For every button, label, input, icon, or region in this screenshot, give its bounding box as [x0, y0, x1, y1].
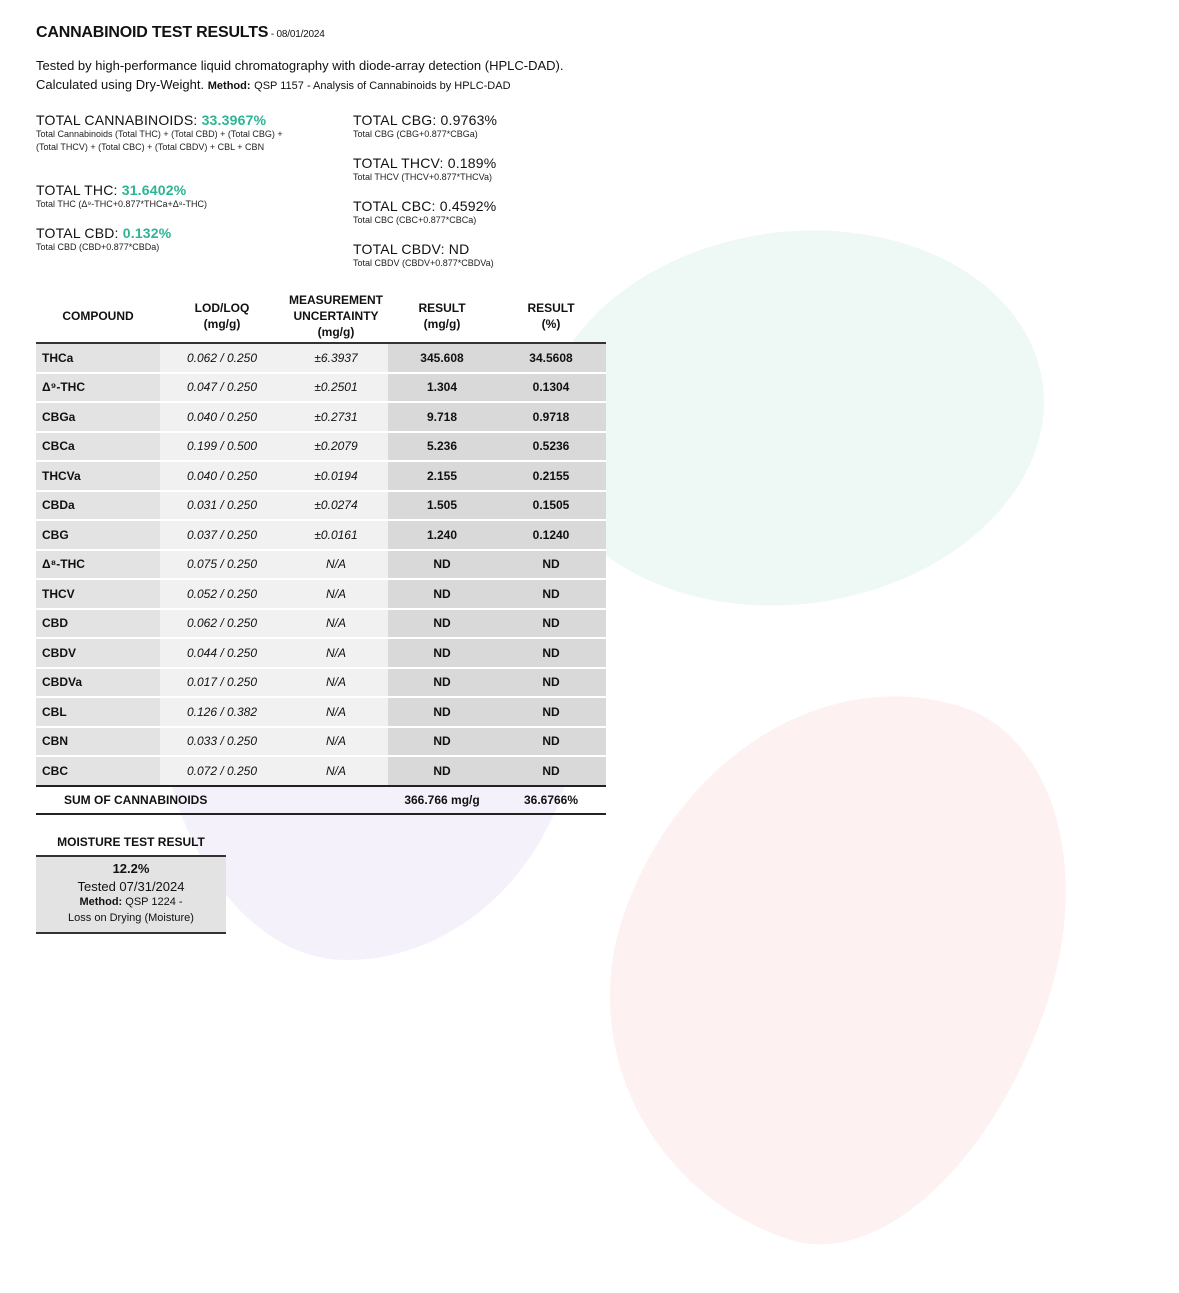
total-label: TOTAL CBC:	[353, 198, 436, 214]
compound-cell: CBD	[36, 609, 160, 639]
result-pct-cell: 0.9718	[496, 402, 606, 432]
sum-row	[36, 786, 606, 814]
uncertainty-cell: N/A	[284, 638, 388, 668]
column-header-lodloq	[160, 290, 284, 343]
total-label: TOTAL THCV:	[353, 155, 444, 171]
table-row	[36, 343, 606, 373]
lodloq-cell: 0.031 / 0.250	[160, 491, 284, 521]
compound-cell: THCa	[36, 343, 160, 373]
moisture-method-label: Method:	[79, 895, 123, 908]
uncertainty-cell: ±0.2731	[284, 402, 388, 432]
lodloq-cell: 0.126 / 0.382	[160, 697, 284, 727]
header-line: RESULT	[418, 301, 466, 315]
result-mg-cell: ND	[388, 697, 496, 727]
test-description	[36, 56, 606, 96]
lodloq-cell: 0.040 / 0.250	[160, 461, 284, 491]
uncertainty-cell: ±0.2079	[284, 432, 388, 462]
total-value: 0.9763%	[440, 112, 498, 128]
table-row	[36, 373, 606, 403]
uncertainty-cell: N/A	[284, 727, 388, 757]
result-mg-cell: 1.304	[388, 373, 496, 403]
result-pct-cell: ND	[496, 550, 606, 580]
header-line: COMPOUND	[62, 309, 134, 323]
result-mg-cell: 2.155	[388, 461, 496, 491]
result-pct-cell: ND	[496, 668, 606, 698]
lodloq-cell: 0.072 / 0.250	[160, 756, 284, 786]
compound-cell: CBGa	[36, 402, 160, 432]
uncertainty-cell: ±0.0194	[284, 461, 388, 491]
table-row	[36, 461, 606, 491]
uncertainty-cell: N/A	[284, 668, 388, 698]
result-pct-cell: 0.1304	[496, 373, 606, 403]
uncertainty-cell: N/A	[284, 579, 388, 609]
moisture-method-line2: Loss on Drying (Moisture)	[68, 911, 194, 924]
method-label: Method:	[207, 80, 251, 92]
result-mg-cell: ND	[388, 668, 496, 698]
result-pct-cell: 0.1505	[496, 491, 606, 521]
moisture-title: MOISTURE TEST RESULT	[36, 835, 226, 857]
lodloq-cell: 0.047 / 0.250	[160, 373, 284, 403]
header-line: UNCERTAINTY	[293, 309, 379, 323]
column-header-result-mg	[388, 290, 496, 343]
result-mg-cell: 345.608	[388, 343, 496, 373]
compound-cell: CBDVa	[36, 668, 160, 698]
result-mg-cell: ND	[388, 579, 496, 609]
lodloq-cell: 0.062 / 0.250	[160, 609, 284, 639]
moisture-method	[36, 894, 226, 910]
report-title-separator: -	[268, 29, 277, 40]
uncertainty-cell: ±6.3937	[284, 343, 388, 373]
header-line: (%)	[541, 317, 561, 331]
result-pct-cell: ND	[496, 756, 606, 786]
uncertainty-cell: N/A	[284, 609, 388, 639]
result-pct-cell: ND	[496, 638, 606, 668]
uncertainty-cell: ±0.0161	[284, 520, 388, 550]
compound-cell: CBDa	[36, 491, 160, 521]
table-row	[36, 550, 606, 580]
result-mg-cell: ND	[388, 609, 496, 639]
lodloq-cell: 0.044 / 0.250	[160, 638, 284, 668]
table-row	[36, 727, 606, 757]
total-thc	[36, 182, 286, 211]
moisture-body	[36, 857, 226, 934]
total-formula: Total Cannabinoids (Total THC) + (Total CBD) + (Total CBG) + (Total THCV) + (Total CBC) + (Total CBDV) + CBL + CBN	[36, 129, 283, 152]
moisture-tested-date: Tested 07/31/2024	[77, 878, 185, 894]
table-row	[36, 520, 606, 550]
sum-label: SUM OF CANNABINOIDS	[36, 786, 388, 814]
moisture-method-text: QSP 1224 -	[125, 895, 183, 908]
report-title-text: CANNABINOID TEST RESULTS	[36, 24, 269, 41]
total-cbc	[353, 198, 613, 227]
lodloq-cell: 0.075 / 0.250	[160, 550, 284, 580]
description-text: Tested by high-performance liquid chromatography with diode-array detection (HPLC-DAD). Calculated using Dry-Weight.	[36, 58, 564, 92]
compound-cell: THCV	[36, 579, 160, 609]
compound-cell: CBN	[36, 727, 160, 757]
column-header-result-pct	[496, 290, 606, 343]
compound-cell: CBCa	[36, 432, 160, 462]
total-formula: Total THCV (THCV+0.877*THCVa)	[353, 172, 492, 182]
table-row	[36, 491, 606, 521]
compound-cell: CBDV	[36, 638, 160, 668]
result-mg-cell: ND	[388, 550, 496, 580]
total-label: TOTAL CBD:	[36, 225, 119, 241]
header-line: (mg/g)	[203, 317, 241, 331]
total-value: 0.132%	[122, 225, 172, 241]
table-row	[36, 756, 606, 786]
uncertainty-cell: N/A	[284, 550, 388, 580]
report-date: 08/01/2024	[276, 29, 325, 40]
result-pct-cell: 0.5236	[496, 432, 606, 462]
total-formula: Total CBG (CBG+0.877*CBGa)	[353, 129, 478, 139]
table-row	[36, 432, 606, 462]
totals-summary	[36, 112, 636, 290]
total-thcv	[353, 155, 613, 184]
total-formula: Total CBDV (CBDV+0.877*CBDVa)	[353, 258, 494, 268]
lodloq-cell: 0.037 / 0.250	[160, 520, 284, 550]
uncertainty-cell: ±0.2501	[284, 373, 388, 403]
total-cbg	[353, 112, 613, 141]
table-row	[36, 668, 606, 698]
moisture-value: 12.2%	[112, 860, 150, 876]
table-body	[36, 343, 606, 786]
header-line: LOD/LOQ	[194, 301, 250, 315]
total-cannabinoids	[36, 112, 286, 154]
lodloq-cell: 0.199 / 0.500	[160, 432, 284, 462]
compound-cell: CBL	[36, 697, 160, 727]
total-formula: Total CBD (CBD+0.877*CBDa)	[36, 242, 160, 252]
total-value: 31.6402%	[121, 182, 187, 198]
result-pct-cell: ND	[496, 609, 606, 639]
result-pct-cell: ND	[496, 579, 606, 609]
total-value: 0.189%	[447, 155, 497, 171]
compound-cell: CBC	[36, 756, 160, 786]
total-cbd	[36, 225, 286, 254]
result-pct-cell: 34.5608	[496, 343, 606, 373]
total-value: 33.3967%	[201, 112, 267, 128]
sum-mg: 366.766 mg/g	[388, 786, 496, 814]
total-label: TOTAL CBDV:	[353, 241, 445, 257]
result-pct-cell: 0.2155	[496, 461, 606, 491]
total-value: 0.4592%	[439, 198, 497, 214]
compound-cell: THCVa	[36, 461, 160, 491]
lodloq-cell: 0.033 / 0.250	[160, 727, 284, 757]
result-mg-cell: ND	[388, 727, 496, 757]
compound-cell: CBG	[36, 520, 160, 550]
table-header-row	[36, 290, 606, 343]
total-formula: Total THC (Δ⁹-THC+0.877*THCa+Δ⁸-THC)	[36, 199, 208, 209]
result-mg-cell: 9.718	[388, 402, 496, 432]
result-mg-cell: 1.505	[388, 491, 496, 521]
total-value: ND	[448, 241, 470, 257]
table-row	[36, 697, 606, 727]
lodloq-cell: 0.017 / 0.250	[160, 668, 284, 698]
total-cbdv	[353, 241, 613, 270]
column-header-uncertainty	[284, 290, 388, 343]
result-mg-cell: ND	[388, 638, 496, 668]
total-label: TOTAL THC:	[36, 182, 118, 198]
result-mg-cell: ND	[388, 756, 496, 786]
table-row	[36, 609, 606, 639]
total-formula: Total CBC (CBC+0.877*CBCa)	[353, 215, 477, 225]
table-row	[36, 402, 606, 432]
report-section	[36, 24, 636, 934]
header-line: RESULT	[527, 301, 575, 315]
sum-pct: 36.6766%	[496, 786, 606, 814]
cannabinoid-results-table	[36, 290, 606, 815]
table-row	[36, 579, 606, 609]
header-line: (mg/g)	[317, 325, 355, 339]
compound-cell: Δ⁹-THC	[36, 373, 160, 403]
result-pct-cell: ND	[496, 697, 606, 727]
uncertainty-cell: ±0.0274	[284, 491, 388, 521]
lodloq-cell: 0.040 / 0.250	[160, 402, 284, 432]
moisture-result	[36, 835, 226, 934]
uncertainty-cell: N/A	[284, 697, 388, 727]
result-pct-cell: ND	[496, 727, 606, 757]
header-line: MEASUREMENT	[288, 293, 383, 307]
column-header-compound	[36, 290, 160, 343]
result-mg-cell: 5.236	[388, 432, 496, 462]
result-mg-cell: 1.240	[388, 520, 496, 550]
report-title	[36, 24, 636, 42]
total-label: TOTAL CBG:	[353, 112, 437, 128]
compound-cell: Δ⁸-THC	[36, 550, 160, 580]
header-line: (mg/g)	[423, 317, 461, 331]
lodloq-cell: 0.062 / 0.250	[160, 343, 284, 373]
uncertainty-cell: N/A	[284, 756, 388, 786]
method-text: QSP 1157 - Analysis of Cannabinoids by HPLC-DAD	[254, 80, 511, 92]
table-row	[36, 638, 606, 668]
total-label: TOTAL CANNABINOIDS:	[36, 112, 198, 128]
lodloq-cell: 0.052 / 0.250	[160, 579, 284, 609]
result-pct-cell: 0.1240	[496, 520, 606, 550]
